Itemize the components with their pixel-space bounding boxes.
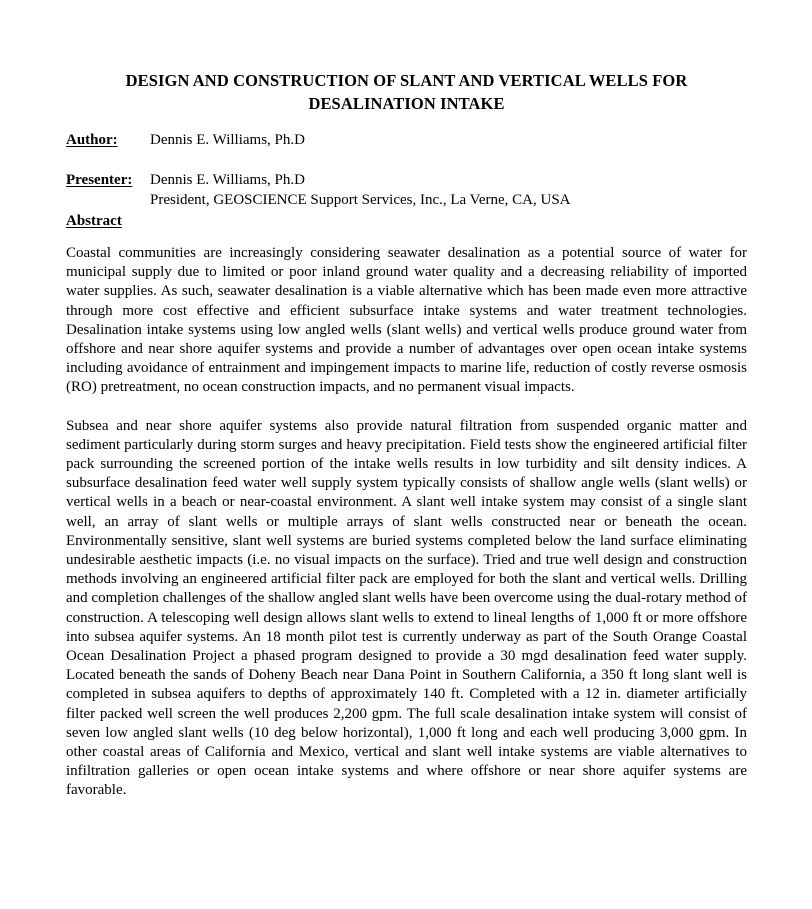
author-row bbox=[66, 130, 747, 150]
document-metadata bbox=[66, 130, 747, 231]
abstract-paragraph-2: Subsea and near shore aquifer systems also provide natural filtration from suspended organic matter and sediment particularly during storm surges and heavy precipitation. Field tests show the engineered artificial filter pack surrounding the screened portion of the intake wells results in low turbidity and silt density indices. A subsurface desalination feed water well supply system typically consists of shallow angle wells (slant wells) or vertical wells in a beach or near-coastal environment. A slant well intake system may consist of a single slant well, an array of slant wells or multiple arrays of slant wells constructed near or beneath the ocean. Environmentally sensitive, slant well systems are buried systems completed below the land surface eliminating undesirable aesthetic impacts (i.e. no visual impacts on the surface). Tried and true well design and construction methods involving an engineered artificial filter pack are employed for both the slant and vertical wells. Drilling and completion challenges of the shallow angled slant wells have been overcome using the dual-rotary method of construction. A telescoping well design allows slant wells to extend to lineal lengths of 1,000 ft or more offshore into subsea aquifer systems. An 18 month pilot test is currently underway as part of the South Orange Coastal Ocean Desalination Project a phased program designed to provide a 30 mgd desalination feed water supply. Located beneath the sands of Doheny Beach near Dana Point in Southern California, a 350 ft long slant well is completed in subsea aquifers to depths of approximately 140 ft. Completed with a 12 in. diameter artificially filter packed well screen the well produces 2,200 gpm. The full scale desalination intake system will consist of seven low angled slant wells (10 deg below horizontal), 1,000 ft long and each well producing 3,000 gpm. In other coastal areas of California and Mexico, vertical and slant well intake systems are viable alternatives to infiltration galleries or open ocean intake systems and where offshore or near shore aquifer systems are favorable. bbox=[66, 417, 747, 799]
author-label bbox=[66, 130, 150, 150]
presenter-value-line-2: President, GEOSCIENCE Support Services, Inc., La Verne, CA, USA bbox=[150, 192, 571, 208]
presenter-label-colon: : bbox=[127, 172, 133, 188]
author-label-text: Author bbox=[66, 132, 113, 148]
abstract-heading: Abstract bbox=[66, 213, 122, 229]
author-value: Dennis E. Williams, Ph.D bbox=[150, 132, 305, 148]
presenter-value-line-1: Dennis E. Williams, Ph.D bbox=[150, 172, 305, 188]
presenter-row bbox=[66, 170, 747, 210]
abstract-heading-row bbox=[66, 210, 747, 231]
presenter-value bbox=[150, 170, 747, 210]
presenter-label-text: Presenter bbox=[66, 172, 128, 188]
presenter-label bbox=[66, 170, 150, 190]
author-label-colon: : bbox=[112, 132, 118, 148]
abstract-body bbox=[66, 244, 747, 801]
page-title-line-1: DESIGN AND CONSTRUCTION OF SLANT AND VERTICAL WELLS FOR bbox=[125, 71, 688, 90]
page-title-line-2: DESALINATION INTAKE bbox=[308, 94, 505, 113]
page-title bbox=[88, 69, 725, 115]
abstract-paragraph-1: Coastal communities are increasingly considering seawater desalination as a potential source of water for municipal supply due to limited or poor inland ground water quality and a decreasing reliability of imported water supplies. As such, seawater desalination is a viable alternative which has been made even more attractive through more cost effective and efficient subsurface intake systems and water treatment technologies. Desalination intake systems using low angled wells (slant wells) and vertical wells produce ground water from offshore and near shore aquifer systems and provide a number of advantages over open ocean intake systems including avoidance of entrainment and impingement impacts to marine life, reduction of costly reverse osmosis (RO) pretreatment, no ocean construction impacts, and no permanent visual impacts. bbox=[66, 245, 747, 396]
